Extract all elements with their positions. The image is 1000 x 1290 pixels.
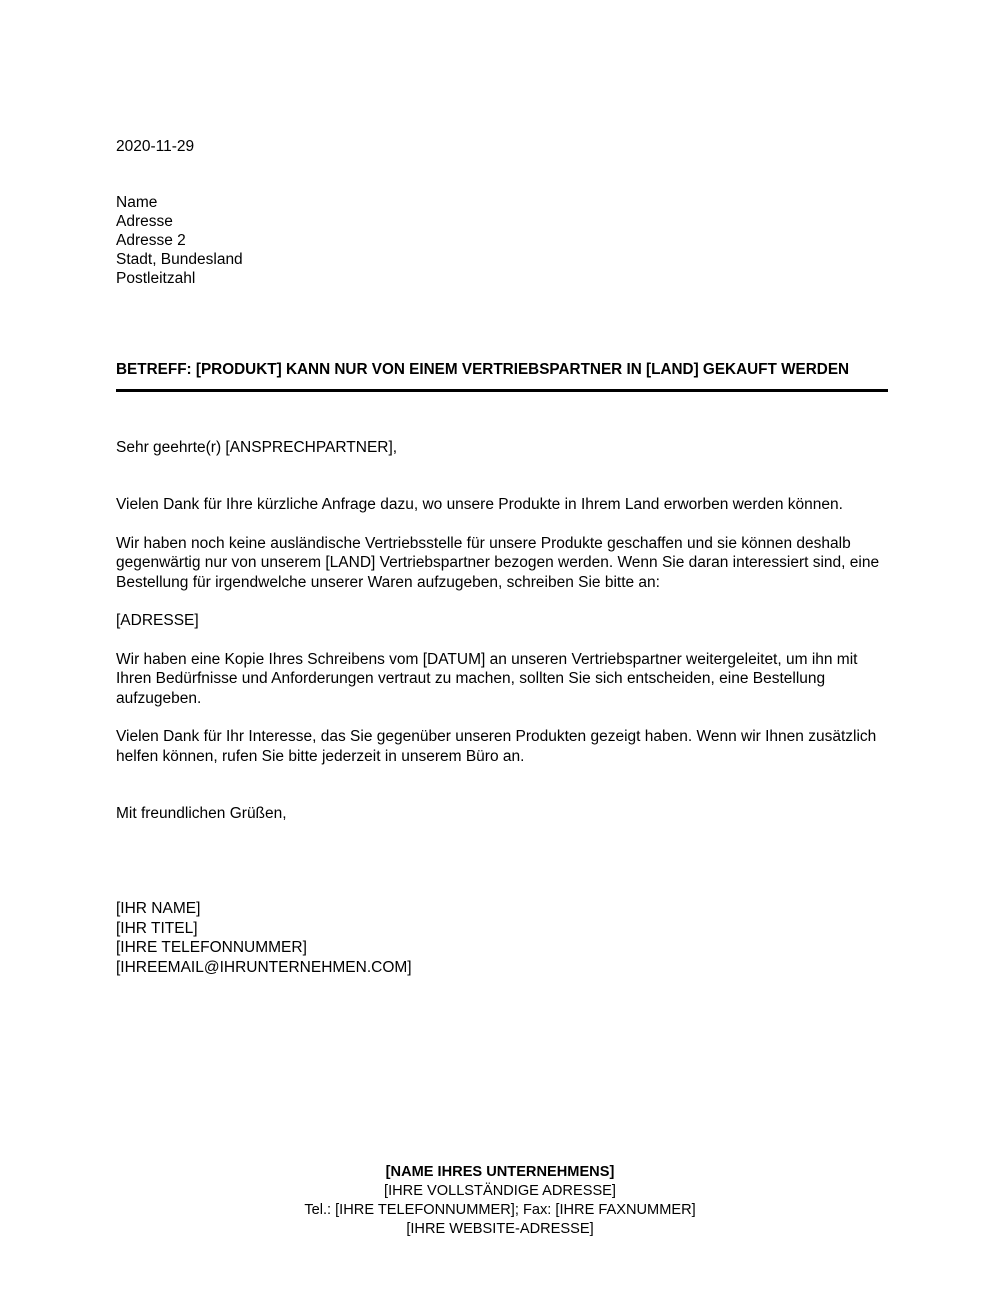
body-paragraph-1: Vielen Dank für Ihre kürzliche Anfrage dazu, wo unsere Produkte in Ihrem Land erworben werden können. xyxy=(116,496,843,513)
recipient-postal-code: Postleitzahl xyxy=(116,270,196,287)
footer-website: [IHRE WEBSITE-ADRESSE] xyxy=(406,1221,594,1237)
spacer-4 xyxy=(116,708,888,727)
letter-date: 2020-11-29 xyxy=(116,138,195,155)
signature-space xyxy=(116,823,888,899)
recipient-name: Name xyxy=(116,194,158,211)
spacer-after-salutation xyxy=(116,457,888,495)
spacer-1 xyxy=(116,515,888,534)
body-paragraph-2: Wir haben noch keine ausländische Vertriebsstelle für unsere Produkte geschaffen und sie können deshalb gegenwärtig nur von unserem [LAND] Vertriebspartner bezogen werden. Wenn Sie daran interessiert sind, eine Bestellung für irgendwelche unserer Waren aufzugeben, schreiben Sie bitte an: xyxy=(116,534,880,591)
signature-block xyxy=(116,899,888,977)
salutation: Sehr geehrte(r) [ANSPRECHPARTNER], xyxy=(116,439,398,456)
recipient-address-2: Adresse 2 xyxy=(116,232,186,249)
signer-name: [IHR NAME] xyxy=(116,900,201,917)
signer-phone: [IHRE TELEFONNUMMER] xyxy=(116,939,307,956)
footer-address: [IHRE VOLLSTÄNDIGE ADRESSE] xyxy=(384,1183,616,1199)
closing-salutation: Mit freundlichen Grüßen, xyxy=(116,805,287,822)
subject-section xyxy=(116,360,888,392)
signer-email: [IHREEMAIL@IHRUNTERNEHMEN.COM] xyxy=(116,958,412,976)
spacer-3 xyxy=(116,631,888,650)
spacer-before-closing xyxy=(116,766,888,804)
body-paragraph-4: Vielen Dank für Ihr Interesse, das Sie gegenüber unseren Produkten gezeigt haben. Wenn wir Ihnen zusätzlich helfen können, rufen Sie bitte jederzeit in unserem Büro an. xyxy=(116,728,877,765)
subject-heading: BETREFF: [PRODUKT] KANN NUR VON EINEM VERTRIEBSPARTNER IN [LAND] GEKAUFT WERDEN xyxy=(116,361,850,378)
recipient-address-block xyxy=(116,193,243,288)
recipient-address-1: Adresse xyxy=(116,213,173,230)
page-footer xyxy=(0,1163,1000,1239)
body-paragraph-3: Wir haben eine Kopie Ihres Schreibens vom [DATUM] an unseren Vertriebspartner weitergeleitet, um ihn mit Ihren Bedürfnisse und Anforderungen vertraut zu machen, sollten Sie sich entscheiden, eine Bestellung aufzugeben. xyxy=(116,650,858,707)
signer-title: [IHR TITEL] xyxy=(116,919,198,937)
subject-divider xyxy=(116,389,888,392)
footer-contact: Tel.: [IHRE TELEFONNUMMER]; Fax: [IHRE FAXNUMMER] xyxy=(304,1202,696,1218)
recipient-city-state: Stadt, Bundesland xyxy=(116,251,243,268)
spacer-2 xyxy=(116,592,888,611)
body-address-placeholder: [ADRESSE] xyxy=(116,612,199,629)
letter-body xyxy=(116,438,888,977)
footer-company-name: [NAME IHRES UNTERNEHMENS] xyxy=(385,1164,615,1180)
